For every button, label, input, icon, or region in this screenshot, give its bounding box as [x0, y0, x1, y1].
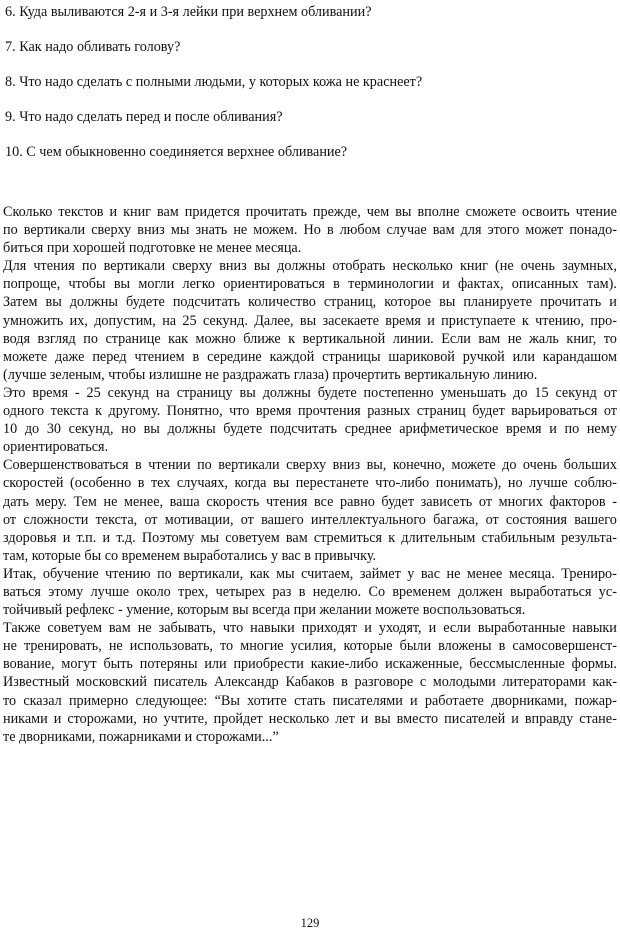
text-line: скоростей (особенно в тех случаях, когда вы перестанете что-либо понимать), но лучше соблю-: [3, 475, 617, 492]
text-line: Сколько текстов и книг вам придется прочитать прежде, чем вы вполне сможете освоить чтение: [3, 204, 617, 220]
text-line: (лучше зеленым, чтобы излишне не раздражать глаза) прочертить вертикальную линию.: [3, 366, 538, 383]
text-line: Затем вы должны будете подсчитать количество страниц, которое вы планируете прочитать и: [3, 294, 617, 311]
text-line: Итак, обучение чтению по вертикали, как мы считаем, займет у вас не менее месяца. Трениро-: [3, 565, 617, 582]
text-line: то сказал примерно следующее: “Вы хотите стать писателями и работаете дворниками, пожар-: [3, 692, 617, 709]
text-line: ваться этому лучше около трех, четырех раз в неделю. Со временем должен выработаться ус-: [3, 583, 617, 600]
text-line: можете даже перед чтением в середине каждой страницы шариковой ручкой или карандашом: [3, 348, 617, 365]
text-line: Для чтения по вертикали сверху вниз вы должны отобрать несколько книг (не очень заумных,: [3, 258, 617, 275]
text-line: не тренировать, не использовать, то многие усилия, которые были вложены в самосовершенст-: [3, 638, 617, 655]
text-line: дать меру. Тем не менее, ваша скорость чтения все равно будет зависеть от многих факторов -: [3, 493, 617, 510]
text-line: там, которые бы со временем выработались у вас в привычку.: [3, 547, 377, 564]
text-line: здоровья и т.п. и т.д. Поэтому мы советуем вам стремиться к длительным стабильным результа-: [3, 529, 617, 546]
text-line: Известный московский писатель Александр Кабаков в разговоре с молодыми литераторами как-: [3, 674, 617, 691]
text-line: 10 до 30 секунд, но вы должны будете подсчитать среднее арифметическое время и по нему: [3, 421, 617, 438]
text-line: одного текста к другому. Понятно, что время прочтения разных страниц будет варьироваться от: [3, 403, 617, 420]
text-line: вование, могут быть потеряны или приобрести какие-либо искаженные, бессмысленные формы.: [3, 656, 617, 673]
text-line: тойчивый рефлекс - умение, которым вы всегда при желании можете воспользоваться.: [3, 602, 526, 619]
page-number: 129: [300, 916, 320, 930]
text-line: Совершенствоваться в чтении по вертикали сверху вниз вы, конечно, можете до очень больших: [3, 457, 617, 474]
text-line: ориентироваться.: [3, 439, 109, 456]
text-line: по вертикали сверху вниз мы знать не можем. Но в любом случае вам для этого может понадо-: [3, 222, 617, 239]
question-item: 7. Как надо обливать голову?: [5, 39, 181, 55]
body-text: [3, 203, 617, 746]
text-line: те дворниками, пожарниками и сторожами...”: [3, 728, 279, 745]
question-item: 9. Что надо сделать перед и после обливания?: [5, 109, 283, 125]
question-item: 8. Что надо сделать с полными людьми, у которых кожа не краснеет?: [5, 74, 423, 90]
question-item: 10. С чем обыкновенно соединяется верхнее обливание?: [5, 144, 348, 160]
text-line: Также советуем вам не забывать, что навыки приходят и уходят, и если выработанные навыки: [3, 620, 617, 637]
text-line: от сложности текста, от мотивации, от вашего интеллектуального багажа, от состояния вашего: [3, 511, 617, 528]
text-line: биться при хорошей подготовке не менее месяца.: [3, 240, 302, 257]
text-line: водя взгляд по странице как можно ближе к вертикальной линии. Если вам не жаль книг, то: [3, 330, 617, 347]
text-line: попроще, чтобы вы могли легко ориентироваться в терминологии и фактах, описанных там).: [3, 276, 617, 293]
question-item: 6. Куда выливаются 2-я и 3-я лейки при верхнем обливании?: [5, 4, 372, 20]
text-line: никами и сторожами, но учтите, пройдет несколько лет и вы вместо писателей и вправду стане-: [3, 710, 617, 727]
text-line: Это время - 25 секунд на страницу вы должны будете постепенно уменьшать до 15 секунд от: [3, 384, 617, 401]
text-line: умножить их, допустим, на 25 секунд. Далее, вы засекаете время и приступаете к чтению, про-: [3, 312, 617, 329]
